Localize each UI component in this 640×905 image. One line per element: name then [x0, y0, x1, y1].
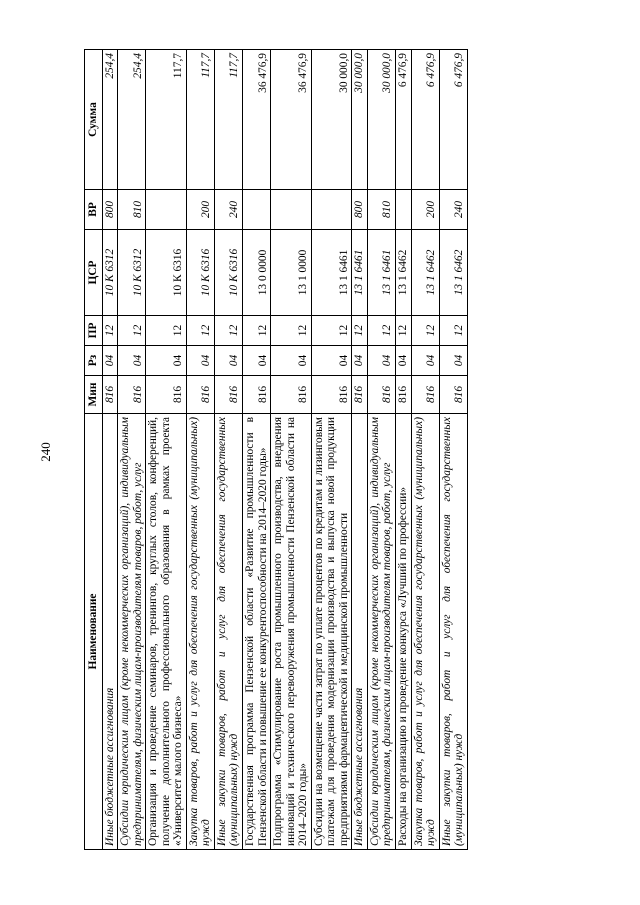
- cell-vr: [146, 190, 187, 230]
- cell-pr: 12: [439, 316, 467, 346]
- cell-pr: 12: [118, 316, 146, 346]
- cell-vr: 800: [352, 190, 368, 230]
- cell-min: 816: [118, 376, 146, 414]
- cell-sum: 117,7: [186, 50, 214, 190]
- cell-pr: 12: [186, 316, 214, 346]
- cell-rz: 04: [411, 346, 439, 376]
- cell-sum: 36 476,9: [243, 50, 271, 190]
- cell-sum: 36 476,9: [271, 50, 312, 190]
- cell-vr: [311, 190, 352, 230]
- table-row: [186, 50, 214, 850]
- cell-name: Иные бюджетные ассигнования: [352, 414, 368, 850]
- table-row: [271, 50, 312, 850]
- cell-name: Иные бюджетные ассигнования: [102, 414, 118, 850]
- cell-rz: 04: [311, 346, 352, 376]
- budget-table: [84, 49, 468, 850]
- table-row: [352, 50, 368, 850]
- cell-min: 816: [243, 376, 271, 414]
- cell-name: Подпрограмма «Стимулирование роста промышленного производства, внедрения инноваций и технического перевооружения промышленности Пензенской области на 2014–2020 годы»: [271, 414, 312, 850]
- cell-csr: 13 1 6461: [367, 230, 395, 316]
- cell-vr: [396, 190, 412, 230]
- cell-name: Субсидии юридическим лицам (кроме некоммерческих организаций), индивидуальным предпринимателям, физическим лицам-производителям товаров, работ, услуг: [118, 414, 146, 850]
- cell-rz: 04: [352, 346, 368, 376]
- cell-csr: 13 1 6461: [352, 230, 368, 316]
- cell-csr: 10 К 6312: [102, 230, 118, 316]
- table-row: [214, 50, 242, 850]
- cell-csr: 10 К 6312: [118, 230, 146, 316]
- cell-name: Расходы на организацию и проведение конкурса «Лучший по профессии»: [396, 414, 412, 850]
- cell-sum: 6 476,9: [439, 50, 467, 190]
- header-pr: ПР: [85, 316, 103, 346]
- header-rz: Рз: [85, 346, 103, 376]
- cell-pr: 12: [271, 316, 312, 346]
- cell-name: Иные закупки товаров, работ и услуг для обеспечения государственных (муниципальных) нужд: [439, 414, 467, 850]
- cell-name: Иные закупки товаров, работ и услуг для обеспечения государственных (муниципальных) нужд: [214, 414, 242, 850]
- cell-csr: 13 1 6462: [411, 230, 439, 316]
- cell-rz: 04: [146, 346, 187, 376]
- cell-sum: 30 000,0: [367, 50, 395, 190]
- table-row: [102, 50, 118, 850]
- cell-min: 816: [311, 376, 352, 414]
- header-sum: Сумма: [85, 50, 103, 190]
- cell-rz: 04: [367, 346, 395, 376]
- cell-sum: 117,7: [146, 50, 187, 190]
- cell-sum: 117,7: [214, 50, 242, 190]
- cell-pr: 12: [102, 316, 118, 346]
- cell-csr: 13 0 0000: [243, 230, 271, 316]
- cell-sum: 30 000,0: [311, 50, 352, 190]
- cell-sum: 254,4: [118, 50, 146, 190]
- cell-rz: 04: [243, 346, 271, 376]
- table-row: [439, 50, 467, 850]
- cell-name: Организация и проведение семинаров, тренингов, круглых столов, конференций, получение дополнительного профессионального образования в рамках проекта «Университет малого бизнеса»: [146, 414, 187, 850]
- cell-csr: 13 1 6461: [311, 230, 352, 316]
- cell-vr: 200: [411, 190, 439, 230]
- cell-vr: 240: [214, 190, 242, 230]
- cell-csr: 10 К 6316: [146, 230, 187, 316]
- table-row: [411, 50, 439, 850]
- cell-pr: 12: [243, 316, 271, 346]
- cell-min: 816: [214, 376, 242, 414]
- cell-pr: 12: [311, 316, 352, 346]
- cell-vr: [271, 190, 312, 230]
- table-row: [146, 50, 187, 850]
- cell-csr: 13 1 6462: [396, 230, 412, 316]
- cell-min: 816: [411, 376, 439, 414]
- cell-sum: 30 000,0: [352, 50, 368, 190]
- cell-min: 816: [352, 376, 368, 414]
- cell-sum: 6 476,9: [396, 50, 412, 190]
- cell-pr: 12: [411, 316, 439, 346]
- cell-rz: 04: [396, 346, 412, 376]
- cell-pr: 12: [146, 316, 187, 346]
- cell-min: 816: [439, 376, 467, 414]
- cell-csr: 10 К 6316: [186, 230, 214, 316]
- table-row: [311, 50, 352, 850]
- table-row: [367, 50, 395, 850]
- cell-name: Закупка товаров, работ и услуг для обеспечения государственных (муниципальных) нужд: [186, 414, 214, 850]
- cell-name: Государственная программа Пензенской области «Развитие промышленности в Пензенской области и повышение ее конкурентоспособности на 2014–2020 годы»: [243, 414, 271, 850]
- cell-sum: 254,4: [102, 50, 118, 190]
- cell-pr: 12: [352, 316, 368, 346]
- table-body: [102, 50, 467, 850]
- cell-csr: 10 К 6316: [214, 230, 242, 316]
- cell-vr: 200: [186, 190, 214, 230]
- page-number: 240: [38, 442, 53, 462]
- cell-vr: 240: [439, 190, 467, 230]
- cell-rz: 04: [439, 346, 467, 376]
- cell-pr: 12: [367, 316, 395, 346]
- cell-min: 816: [186, 376, 214, 414]
- cell-vr: 810: [118, 190, 146, 230]
- cell-csr: 13 1 6462: [439, 230, 467, 316]
- header-name: Наименование: [85, 414, 103, 850]
- cell-sum: 6 476,9: [411, 50, 439, 190]
- header-min: Мин: [85, 376, 103, 414]
- cell-vr: 810: [367, 190, 395, 230]
- cell-min: 816: [396, 376, 412, 414]
- table-header-row: [85, 50, 103, 850]
- table-row: [118, 50, 146, 850]
- cell-min: 816: [102, 376, 118, 414]
- cell-pr: 12: [214, 316, 242, 346]
- cell-rz: 04: [118, 346, 146, 376]
- cell-rz: 04: [271, 346, 312, 376]
- cell-min: 816: [146, 376, 187, 414]
- cell-csr: 13 1 0000: [271, 230, 312, 316]
- cell-rz: 04: [214, 346, 242, 376]
- cell-min: 816: [271, 376, 312, 414]
- header-csr: ЦСР: [85, 230, 103, 316]
- cell-name: Закупка товаров, работ и услуг для обеспечения государственных (муниципальных) нужд: [411, 414, 439, 850]
- cell-vr: 800: [102, 190, 118, 230]
- table-row: [243, 50, 271, 850]
- table-row: [396, 50, 412, 850]
- cell-name: Субсидии на возмещение части затрат по уплате процентов по кредитам и лизинговым платежам для проведения модернизации производства и выпуска новой продукции предприятиями фармацевтической и медицинской промышленности: [311, 414, 352, 850]
- header-vr: ВР: [85, 190, 103, 230]
- cell-pr: 12: [396, 316, 412, 346]
- cell-name: Субсидии юридическим лицам (кроме некоммерческих организаций), индивидуальным предпринимателям, физическим лицам-производителям товаров, работ, услуг: [367, 414, 395, 850]
- rotated-table-wrapper: [84, 50, 516, 850]
- cell-vr: [243, 190, 271, 230]
- cell-rz: 04: [186, 346, 214, 376]
- cell-min: 816: [367, 376, 395, 414]
- cell-rz: 04: [102, 346, 118, 376]
